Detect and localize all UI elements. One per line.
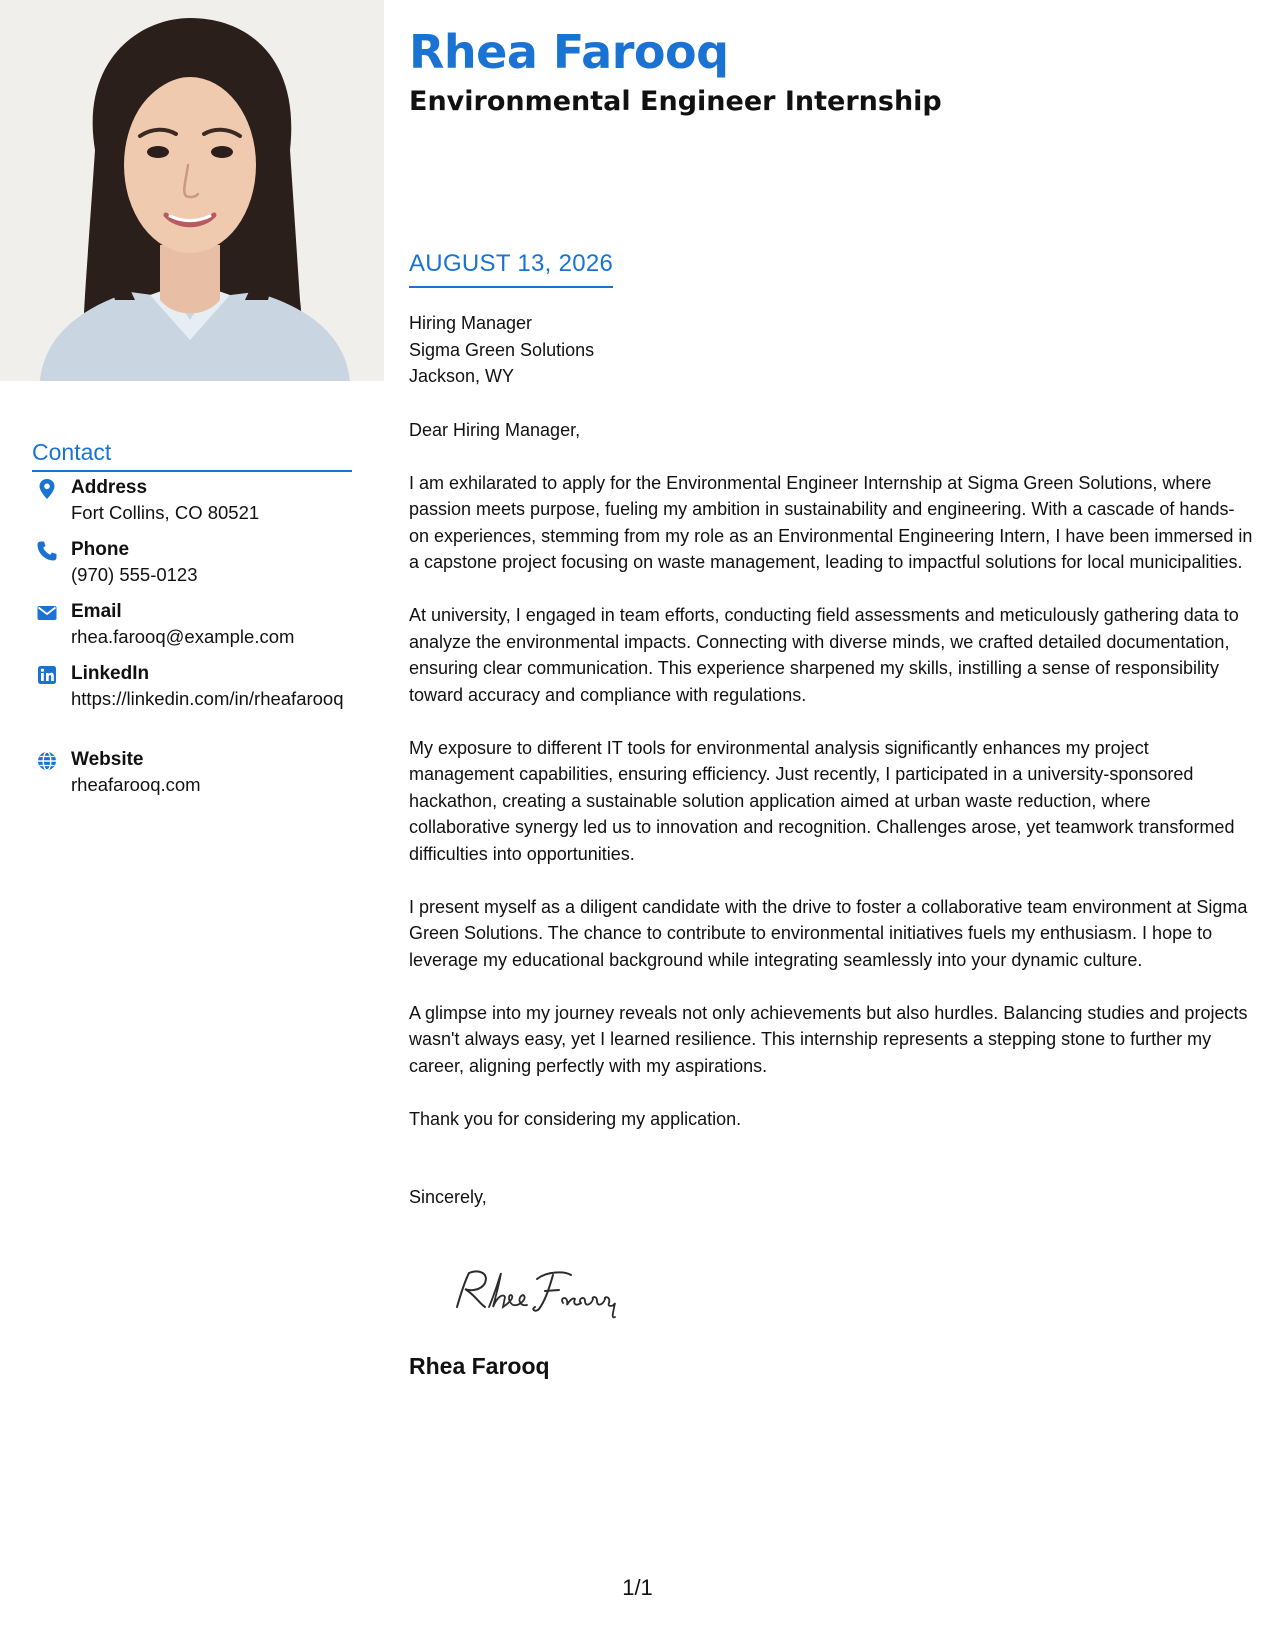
email-icon (36, 602, 58, 624)
contact-heading: Contact (32, 437, 352, 472)
contact-label: Address (71, 477, 148, 498)
recipient-block (409, 310, 1254, 390)
closing-line: Thank you for considering my application. (409, 1108, 742, 1129)
contact-value: Fort Collins, CO 80521 (71, 502, 260, 523)
handwritten-signature (445, 1263, 635, 1328)
recipient-line: Jackson, WY (409, 366, 515, 386)
profile-photo (0, 0, 384, 381)
contact-value[interactable]: rheafarooq.com (71, 774, 201, 795)
signoff: Sincerely, (409, 1187, 487, 1207)
salutation: Dear Hiring Manager, (409, 419, 581, 440)
portrait-illustration (0, 0, 384, 381)
recipient-line: Hiring Manager (409, 313, 533, 333)
contact-value: (970) 555-0123 (71, 564, 198, 585)
letter-body (409, 310, 1254, 1211)
contact-label: Website (71, 749, 144, 770)
candidate-name: Rhea Farooq (409, 25, 729, 79)
globe-icon (36, 750, 58, 772)
letter-paragraph: I am exhilarated to apply for the Environmental Engineer Internship at Sigma Green Solutions, where passion meets purpose, fueling my ambition in sustainability and engineering. With a cascade of hands-on experiences, stemming from my role as an Environmental Engineering Intern, I have been immersed in a capstone project focusing on waste management, leading to impactful solutions for local municipalities. (409, 472, 1253, 572)
map-pin-icon (36, 478, 58, 500)
letter-paragraph: A glimpse into my journey reveals not only achievements but also hurdles. Balancing studies and projects wasn't always easy, yet I learned resilience. This internship represents a stepping stone to further my career, aligning perfectly with my aspirations. (409, 1002, 1248, 1076)
contact-label: Email (71, 601, 122, 622)
linkedin-icon (36, 664, 58, 686)
contact-label: Phone (71, 539, 130, 560)
contact-label: LinkedIn (71, 663, 150, 684)
signed-name: Rhea Farooq (409, 1353, 550, 1379)
letter-paragraph: My exposure to different IT tools for environmental analysis significantly enhances my project management capabilities, ensuring efficiency. Just recently, I participated in a university-sponsored hackathon, creating a sustainable solution application aimed at urban waste reduction, where collaborative synergy led us to innovation and recognition. Challenges arose, yet teamwork transformed difficulties into opportunities. (409, 737, 1235, 864)
letter-paragraph: At university, I engaged in team efforts, conducting field assessments and meticulously gathering data to analyze the environmental impacts. Connecting with diverse minds, we crafted detailed documentation, ensuring clear communication. This experience sharpened my skills, instilling a sense of responsibility toward accuracy and compliance with regulations. (409, 605, 1239, 705)
contact-value[interactable]: https://linkedin.com/in/rheafarooq (71, 688, 344, 709)
letter-date: AUGUST 13, 2026 (409, 249, 613, 288)
signature-graphic (445, 1263, 635, 1323)
job-title: Environmental Engineer Internship (409, 86, 942, 117)
recipient-line: Sigma Green Solutions (409, 339, 595, 360)
page-number: 1/1 (622, 1575, 653, 1600)
contact-value[interactable]: rhea.farooq@example.com (71, 626, 295, 647)
phone-icon (36, 540, 58, 562)
letter-paragraph: I present myself as a diligent candidate with the drive to foster a collaborative team environment at Sigma Green Solutions. The chance to contribute to environmental initiatives fuels my enthusiasm. I hope to leverage my educational background while integrating seamlessly into your dynamic culture. (409, 896, 1248, 970)
